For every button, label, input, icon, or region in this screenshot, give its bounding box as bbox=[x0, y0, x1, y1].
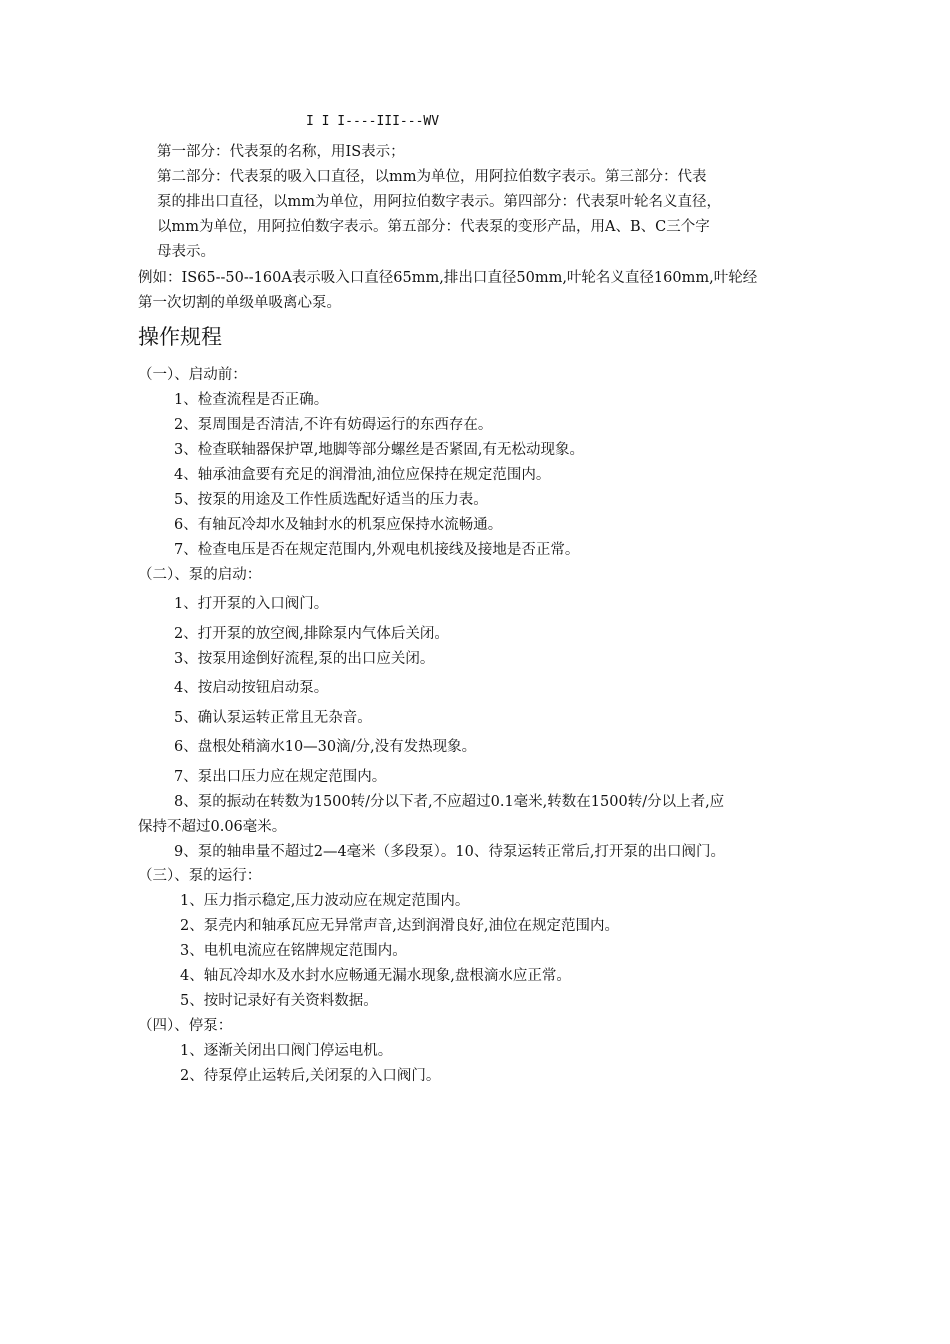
list-item: 8、泵的振动在转数为1500转/分以下者,不应超过0.1毫米,转数在1500转/分以上者,应 bbox=[174, 794, 725, 810]
list-item: 1、压力指示稳定,压力波动应在规定范围内。 bbox=[180, 893, 470, 909]
list-item: 2、待泵停止运转后,关闭泵的入口阀门。 bbox=[180, 1068, 441, 1084]
list-item: 7、泵出口压力应在规定范围内。 bbox=[174, 769, 387, 785]
part2-line: 泵的排出口直径，以mm为单位，用阿拉伯数字表示。第四部分：代表泵叶轮名义直径， bbox=[157, 194, 721, 210]
model-code-line: I I I----III---WV bbox=[306, 114, 440, 129]
list-item: 1、检查流程是否正确。 bbox=[174, 392, 329, 408]
list-item: 1、打开泵的入口阀门。 bbox=[174, 596, 329, 612]
list-item-continuation: 保持不超过0.06毫米。 bbox=[138, 819, 287, 835]
section-title: （二）、泵的启动： bbox=[138, 567, 262, 583]
list-item: 9、泵的轴串量不超过2—4毫米（多段泵）。10、待泵运转正常后,打开泵的出口阀门。 bbox=[174, 844, 725, 860]
list-item: 6、盘根处稍滴水10—30滴/分,没有发热现象。 bbox=[174, 739, 477, 755]
example-line: 第一次切割的单级单吸离心泵。 bbox=[138, 295, 341, 311]
section-title: （一）、启动前： bbox=[138, 367, 247, 383]
part2-line: 第二部分：代表泵的吸入口直径，以mm为单位，用阿拉伯数字表示。第三部分：代表 bbox=[157, 169, 707, 185]
list-item: 3、电机电流应在铭牌规定范围内。 bbox=[180, 943, 407, 959]
list-item: 7、检查电压是否在规定范围内,外观电机接线及接地是否正常。 bbox=[174, 542, 580, 558]
list-item: 5、按泵的用途及工作性质选配好适当的压力表。 bbox=[174, 492, 488, 508]
part1-text: 第一部分：代表泵的名称，用IS表示； bbox=[157, 144, 405, 160]
list-item: 1、逐渐关闭出口阀门停运电机。 bbox=[180, 1043, 393, 1059]
list-item: 5、确认泵运转正常且无杂音。 bbox=[174, 710, 372, 726]
list-item: 3、检查联轴器保护罩,地脚等部分螺丝是否紧固,有无松动现象。 bbox=[174, 442, 584, 458]
section-title: （三）、泵的运行： bbox=[138, 868, 262, 884]
example-line: 例如：IS65--50--160A表示吸入口直径65mm,排出口直径50mm,叶轮名义直径160mm,叶轮经 bbox=[138, 270, 758, 286]
list-item: 4、轴承油盒要有充足的润滑油,油位应保持在规定范围内。 bbox=[174, 467, 551, 483]
list-item: 2、打开泵的放空阀,排除泵内气体后关闭。 bbox=[174, 626, 449, 642]
list-item: 4、按启动按钮启动泵。 bbox=[174, 680, 329, 696]
list-item: 2、泵周围是否清洁,不许有妨碍运行的东西存在。 bbox=[174, 417, 493, 433]
list-item: 5、按时记录好有关资料数据。 bbox=[180, 993, 378, 1009]
list-item: 4、轴瓦冷却水及水封水应畅通无漏水现象,盘根滴水应正常。 bbox=[180, 968, 571, 984]
page-title: 操作规程 bbox=[138, 325, 222, 349]
list-item: 3、按泵用途倒好流程,泵的出口应关闭。 bbox=[174, 651, 435, 667]
part2-line: 以mm为单位，用阿拉伯数字表示。第五部分：代表泵的变形产品，用A、B、C三个字 bbox=[157, 219, 710, 235]
list-item: 6、有轴瓦冷却水及轴封水的机泵应保持水流畅通。 bbox=[174, 517, 503, 533]
section-title: （四）、停泵： bbox=[138, 1018, 233, 1034]
part2-line: 母表示。 bbox=[157, 244, 215, 260]
list-item: 2、泵壳内和轴承瓦应无异常声音,达到润滑良好,油位在规定范围内。 bbox=[180, 918, 619, 934]
